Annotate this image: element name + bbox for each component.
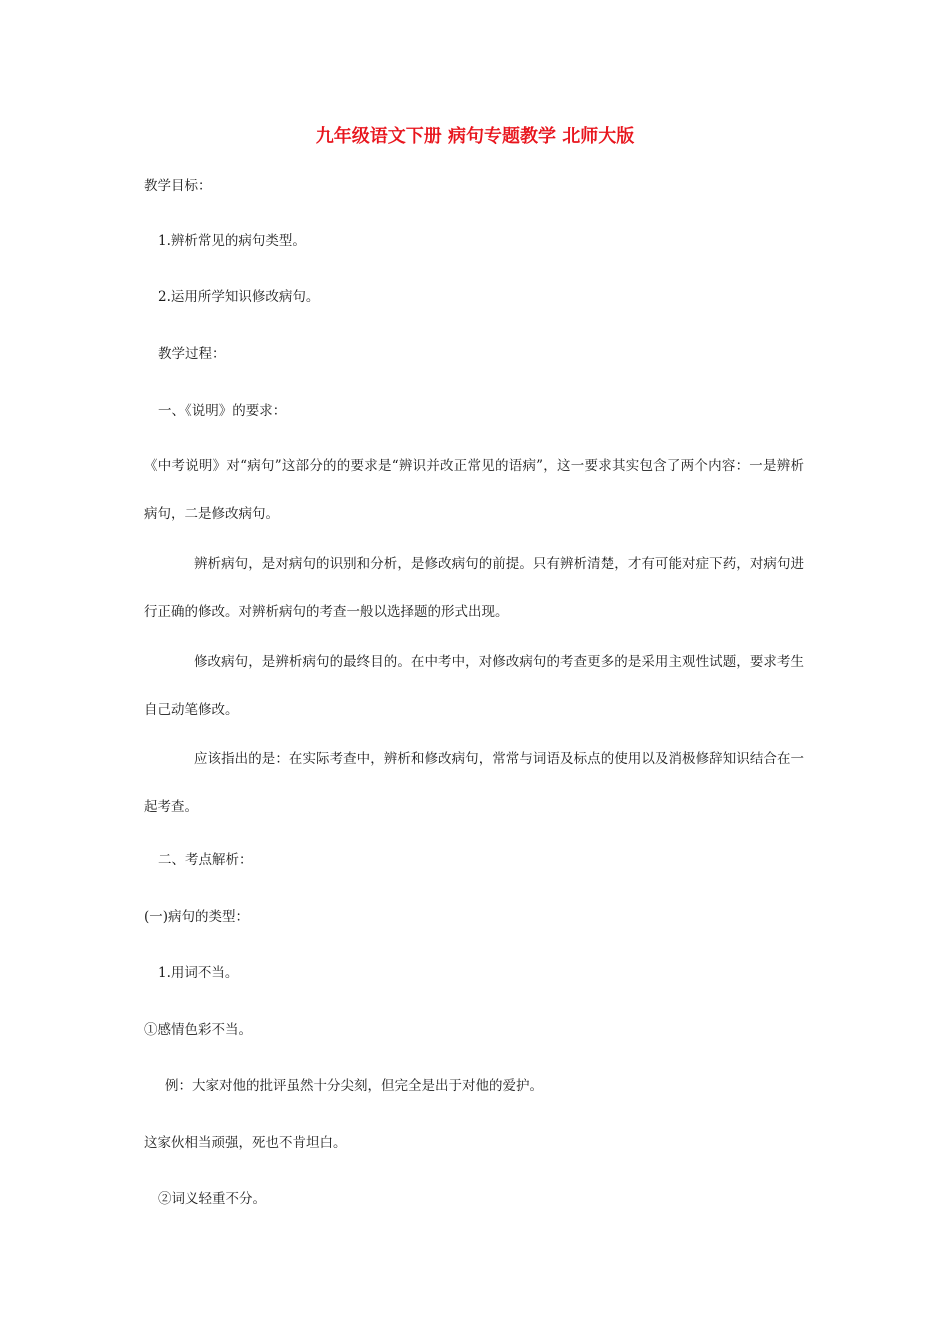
list-item: ①感情色彩不当。	[144, 1022, 252, 1038]
section-heading: 二、考点解析：	[158, 852, 253, 868]
document-title: 九年级语文下册 病句专题教学 北师大版	[315, 126, 635, 147]
paragraph: 辨析病句，是对病句的识别和分析，是修改病句的前提。只有辨析清楚，才有可能对症下药，对病句进行正确的修改。对辨析病句的考查一般以选择题的形式出现。	[144, 556, 804, 620]
objective-item: 1.辨析常见的病句类型。	[158, 233, 306, 249]
paragraph: 修改病句，是辨析病句的最终目的。在中考中，对修改病句的考查更多的是采用主观性试题，要求考生自己动笔修改。	[144, 654, 804, 718]
objective-item: 2.运用所学知识修改病句。	[158, 289, 320, 305]
example-sentence: 例：大家对他的批评虽然十分尖刻，但完全是出于对他的爱护。	[165, 1078, 543, 1094]
paragraph: 《中考说明》对“病句”这部分的的要求是“辨识并改正常见的语病”，这一要求其实包含了两个内容：一是辨析病句，二是修改病句。	[144, 458, 804, 522]
example-sentence: 这家伙相当顽强，死也不肯坦白。	[144, 1135, 347, 1151]
objectives-heading: 教学目标：	[144, 178, 212, 194]
list-item: ②词义轻重不分。	[158, 1191, 266, 1207]
section-heading: 一、《说明》的要求：	[158, 403, 287, 419]
type-heading: 1.用词不当。	[158, 965, 239, 981]
subsection-heading: (一)病句的类型：	[144, 909, 250, 925]
process-heading: 教学过程：	[158, 346, 226, 362]
paragraph: 应该指出的是：在实际考查中，辨析和修改病句，常常与词语及标点的使用以及消极修辞知识结合在一起考查。	[144, 751, 804, 815]
